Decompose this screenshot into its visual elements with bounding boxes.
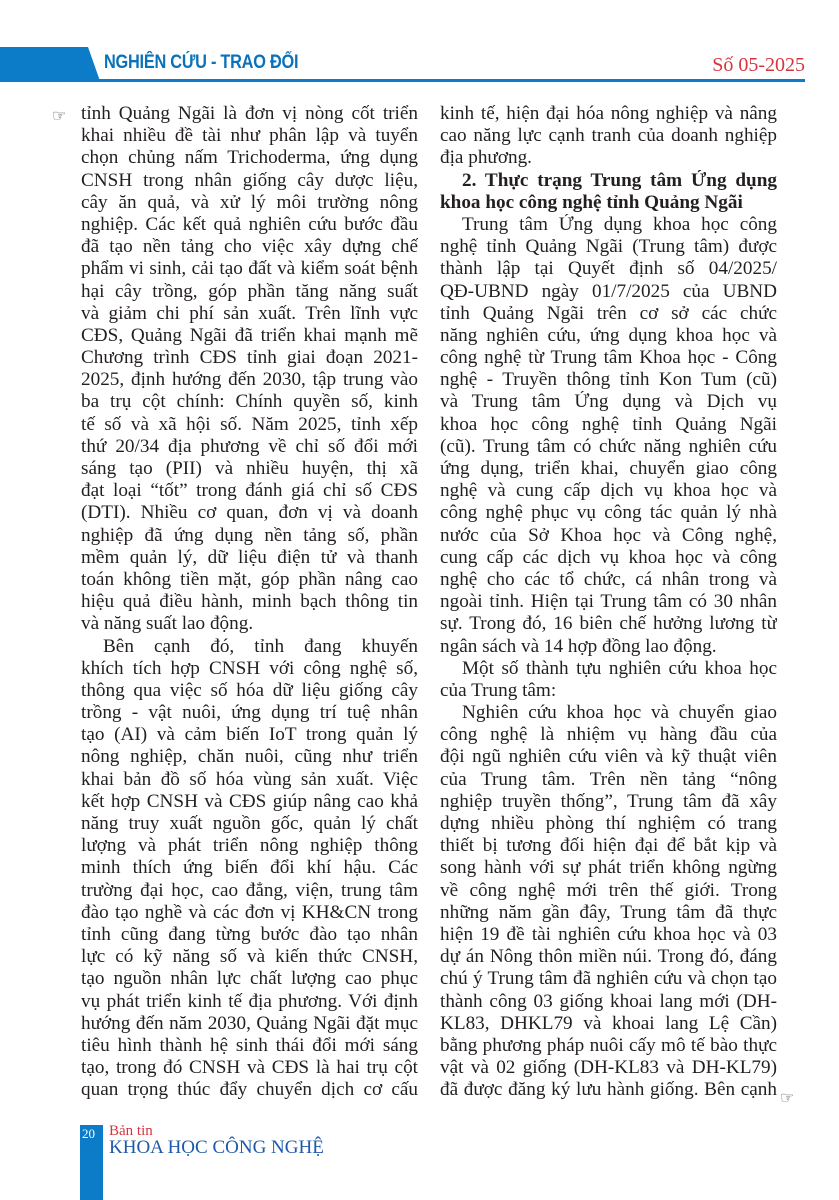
text-line: bằng phương pháp nuôi cấy mô tế bào thực <box>440 1034 777 1056</box>
text-line: phẩm vi sinh, cải tạo đất và kiểm soát bệnh <box>81 258 418 280</box>
text-line: hướng đến năm 2030, Quảng Ngãi đặt mục <box>81 1012 418 1034</box>
text-line: công nghệ là nhiệm vụ hàng đầu của <box>440 724 777 746</box>
section-heading-line: khoa học công nghệ tỉnh Quảng Ngãi <box>440 191 743 213</box>
text-line: của Trung tâm. Trên nền tảng “nông <box>440 768 777 790</box>
text-line: tiêu hình thành hệ sinh thái đổi mới sáng <box>81 1034 418 1056</box>
text-line: năng truy xuất nguồn gốc, quản lý chất <box>81 813 418 834</box>
text-line: song hành với sự phát triển không ngừng <box>440 857 777 879</box>
text-line: Một số thành tựu nghiên cứu khoa học <box>462 657 777 679</box>
text-line: thành lập tại Quyết định số 04/2025/ <box>440 258 777 280</box>
text-line: thiết bị tương đối hiện đại để bắt kịp và <box>440 835 777 857</box>
text-line: công nghệ phục vụ công tác quản lý nhà <box>440 502 777 524</box>
text-line: nghệ và cung cấp dịch vụ khoa học và <box>440 480 777 502</box>
header-accent-band <box>0 47 100 81</box>
page-number: 20 <box>82 1126 95 1141</box>
text-line: toán không tiền mặt, góp phần nâng cao <box>81 568 418 590</box>
text-line: đội ngũ nghiên cứu viên và kỹ thuật viên <box>440 746 777 768</box>
text-line: khích tích hợp CNSH với công nghệ số, <box>81 657 418 679</box>
text-line: Bên cạnh đó, tỉnh đang khuyến <box>103 635 418 657</box>
text-line: ngoài tỉnh. Hiện tại Trung tâm có 30 nhân <box>440 591 777 613</box>
footer-label: Bản tin <box>109 1123 153 1139</box>
left-column <box>81 103 418 1101</box>
text-line: tế số và xã hội số. Năm 2025, tỉnh xếp <box>81 413 418 435</box>
text-line: Chương trình CĐS tỉnh giai đoạn 2021- <box>81 347 418 369</box>
text-line: mềm quản lý, dữ liệu điện tử và thanh <box>81 546 418 568</box>
text-line: nghệ cho các tổ chức, cá nhân trong và <box>440 568 777 590</box>
text-line: khai bản đồ số hóa vùng sản xuất. Việc <box>81 768 418 790</box>
text-line: những năm gần đây, Trung tâm đã thực <box>440 901 777 923</box>
text-line: nghệ tỉnh Quảng Ngãi (Trung tâm) được <box>440 236 777 258</box>
text-line: 2025, định hướng đến 2030, tập trung vào <box>81 369 418 391</box>
text-line: ứng dụng, triển khai, chuyển giao công <box>440 458 777 479</box>
text-line: nông nghiệp, chăn nuôi, cũng như triển <box>81 746 418 768</box>
text-line: nước của Sở Khoa học và Công nghệ, <box>440 524 777 546</box>
text-line: kết hợp CNSH và CĐS giúp nâng cao khả <box>81 790 418 812</box>
text-line: (DTI). Nhiều cơ quan, đơn vị và doanh <box>81 502 418 524</box>
text-line: trồng - vật nuôi, ứng dụng trí tuệ nhân <box>81 702 418 724</box>
text-line: nghiệp truyền thống”, Trung tâm đã xây <box>440 790 777 812</box>
text-line: nghiệp đã ứng dụng nền tảng số, phần <box>81 524 418 546</box>
text-line: tỉnh Quảng Ngãi trên cơ sở các chức <box>440 302 777 324</box>
text-line: ngân sách và 14 hợp đồng lao động. <box>440 635 717 657</box>
text-line: quan trọng thúc đẩy chuyển dịch cơ cấu <box>81 1079 418 1101</box>
text-line: minh thích ứng biến đổi khí hậu. Các <box>81 857 418 879</box>
text-line: và năng suất lao động. <box>81 613 254 635</box>
text-line: Nghiên cứu khoa học và chuyển giao <box>462 702 777 724</box>
text-line: ba trụ cột chính: Chính quyền số, kinh <box>81 391 418 413</box>
text-line: lượng và phát triển nông nghiệp thông <box>81 835 418 857</box>
text-line: cây ăn quả, và xử lý môi trường nông <box>81 191 418 213</box>
text-line: (cũ). Trung tâm có chức năng nghiên cứu <box>440 435 777 457</box>
text-line: công nghệ từ Trung tâm Khoa học - Công <box>440 347 777 369</box>
text-line: QĐ-UBND ngày 01/7/2025 của UBND <box>440 280 777 302</box>
text-line: trường đại học, cao đẳng, viện, trung tâm <box>81 879 418 901</box>
text-line: Trung tâm Ứng dụng khoa học công <box>462 213 777 235</box>
text-line: dựng nhiều phòng thí nghiệm có trang <box>440 813 777 834</box>
text-line: kinh tế, hiện đại hóa nông nghiệp và nâng <box>440 103 777 124</box>
text-line: tạo (AI) và cảm biến IoT trong quản lý <box>81 724 418 746</box>
text-line: và Trung tâm Ứng dụng và Dịch vụ <box>440 391 777 413</box>
text-line: đã tạo nền tảng cho việc xây dựng chế <box>81 236 418 258</box>
text-line: thành công 03 giống khoai lang mới (DH- <box>440 990 777 1012</box>
text-line: KL83, DHKL79 và khoai lang Lệ Cần) <box>440 1012 777 1034</box>
text-line: của Trung tâm: <box>440 679 557 701</box>
text-line: lực có kỹ năng số và kiến thức CNSH, <box>81 946 418 968</box>
section-heading-line: 2. Thực trạng Trung tâm Ứng dụng <box>462 169 777 191</box>
text-line: cao năng lực cạnh tranh của doanh nghiệp <box>440 125 777 147</box>
text-line: địa phương. <box>440 147 532 169</box>
text-line: tạo nguồn nhân lực chất lượng cao phục <box>81 968 418 990</box>
text-line: cung cấp các dịch vụ khoa học và công <box>440 546 777 568</box>
text-line: năng nghiên cứu, ứng dụng khoa học và <box>440 324 777 346</box>
pointing-hand-icon: ☞ <box>780 1090 795 1107</box>
header-rule <box>0 79 805 82</box>
text-line: về công nghệ mới trên thế giới. Trong <box>440 879 777 901</box>
text-line: chọn chủng nấm Trichoderma, ứng dụng <box>81 147 418 169</box>
text-line: thông qua việc số hóa dữ liệu giống cây <box>81 679 418 701</box>
text-line: vật và 02 giống (DH-KL83 và DH-KL79) <box>440 1057 777 1079</box>
text-line: tỉnh Quảng Ngãi là đơn vị nòng cốt triển <box>81 103 418 124</box>
text-line: CĐS, Quảng Ngãi đã triển khai mạnh mẽ <box>81 324 418 346</box>
text-line: hiện 19 đề tài nghiên cứu khoa học và 03 <box>440 923 777 945</box>
section-title: NGHIÊN CỨU - TRAO ĐỔI <box>104 52 299 73</box>
text-line: tạo, trong đó CNSH và CĐS là hai trụ cột <box>81 1057 418 1079</box>
footer-brand: KHOA HỌC CÔNG NGHỆ <box>109 1137 324 1158</box>
text-line: chú ý Trung tâm đã nghiên cứu và chọn tạo <box>440 968 777 990</box>
text-line: sáng tạo (PII) và nhiều huyện, thị xã <box>81 458 418 479</box>
text-line: sự. Trong đó, 16 biên chế hưởng lương từ <box>440 613 777 635</box>
text-line: dự án Nông thôn miền núi. Trong đó, đáng <box>440 946 777 968</box>
text-line: đạt loại “tốt” trong đánh giá chỉ số CĐS <box>81 480 418 502</box>
pointing-hand-icon: ☞ <box>52 108 67 125</box>
text-line: thứ 20/34 địa phương về chỉ số đổi mới <box>81 435 418 457</box>
text-line: khoa học công nghệ tỉnh Quảng Ngãi <box>440 413 777 435</box>
text-line: đào tạo nghề và các đơn vị KH&CN trong <box>81 901 418 923</box>
text-line: nghiệp. Các kết quả nghiên cứu bước đầu <box>81 213 418 235</box>
text-line: hiệu quả điều hành, minh bạch thông tin <box>81 591 418 613</box>
text-line: hại cây trồng, góp phần tăng năng suất <box>81 280 418 302</box>
text-line: và giảm chi phí sản xuất. Trên lĩnh vực <box>81 302 418 324</box>
text-line: vụ phát triển kinh tế địa phương. Với định <box>81 990 418 1012</box>
text-line: CNSH trong nhân giống cây dược liệu, <box>81 169 418 191</box>
text-line: tỉnh cũng đang từng bước đào tạo nhân <box>81 923 418 945</box>
text-line: khai nhiều đề tài như phân lập và tuyển <box>81 125 418 147</box>
text-line: đã được đăng ký lưu hành giống. Bên cạnh <box>440 1079 777 1101</box>
text-line: nghệ - Truyền thông tỉnh Kon Tum (cũ) <box>440 369 777 391</box>
right-column <box>440 103 777 1101</box>
issue-number: Số 05-2025 <box>712 54 805 76</box>
